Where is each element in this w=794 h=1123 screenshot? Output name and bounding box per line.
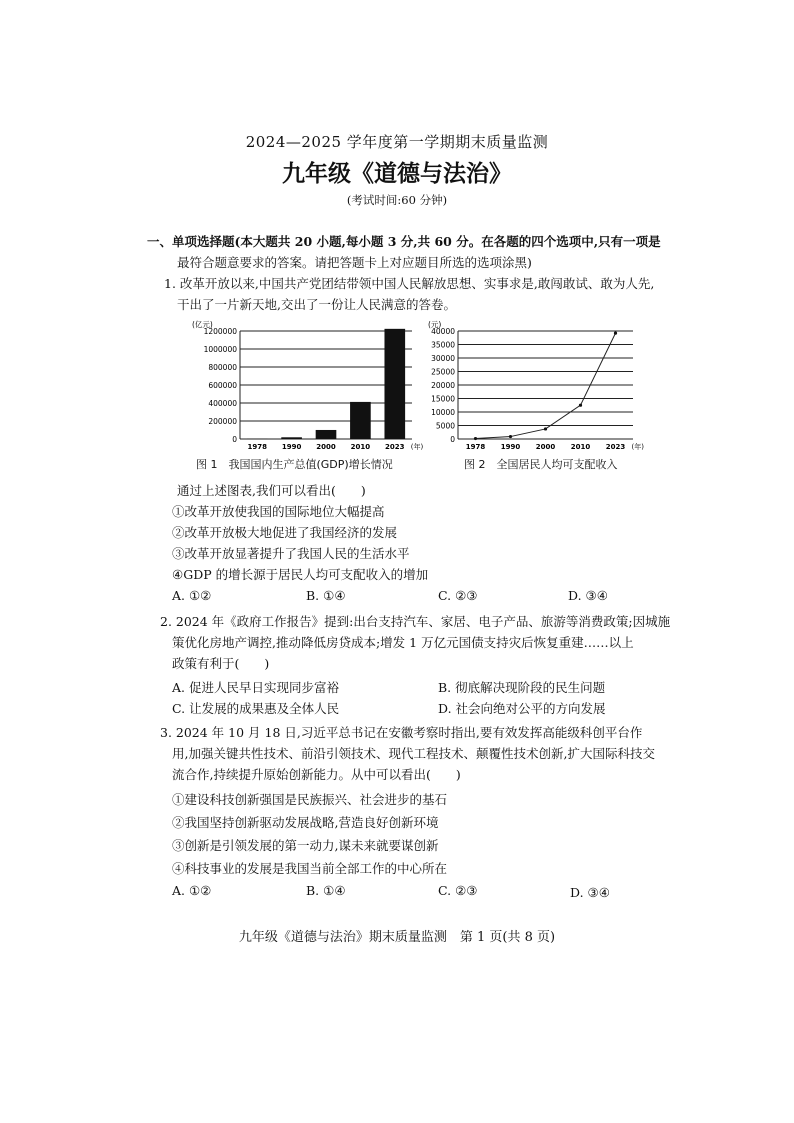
y-tick-label: 1000000 <box>203 345 237 354</box>
data-point <box>509 435 512 438</box>
q2-stem-line3: 政策有利于( ) <box>172 656 270 671</box>
q3-option-c[interactable]: C. ②③ <box>438 883 478 898</box>
series-line <box>476 333 616 438</box>
q1-option-d[interactable]: D. ③④ <box>568 588 608 603</box>
q2-option-b[interactable]: B. 彻底解决现阶段的民生问题 <box>438 680 606 695</box>
q3-stem-line3: 流合作,持续提升原始创新能力。从中可以看出( ) <box>172 767 461 782</box>
x-tick-label: 1978 <box>247 443 267 451</box>
x-tick-label: 2010 <box>350 443 371 451</box>
y-tick-label: 1200000 <box>203 327 237 336</box>
x-tick-label: 2023 <box>385 443 405 451</box>
q3-option-d[interactable]: D. ③④ <box>570 885 610 900</box>
q3-item-1: ①建设科技创新强国是民族振兴、社会进步的基石 <box>172 792 448 807</box>
q3-option-b[interactable]: B. ①④ <box>306 883 346 898</box>
x-tick-label: 1990 <box>281 443 302 451</box>
y-tick-label: 800000 <box>208 363 237 372</box>
q1-item-1: ①改革开放使我国的国际地位大幅提高 <box>172 504 385 519</box>
data-point <box>474 437 477 440</box>
q2-option-d[interactable]: D. 社会向绝对公平的方向发展 <box>438 701 606 716</box>
bar <box>384 329 405 439</box>
y-tick-label: 400000 <box>208 399 237 408</box>
y-axis-unit-label: (亿元) <box>192 320 213 329</box>
y-tick-label: 15000 <box>431 394 455 404</box>
q2-stem-line2: 策优化房地产调控,推动降低房贷成本;增发 1 万亿元国债支持灾后恢复重建……以上 <box>172 635 634 650</box>
q1-stem-line1: 1. 改革开放以来,中国共产党团结带领中国人民解放思想、实事求是,敢闯敢试、敢为人先, <box>164 276 655 291</box>
x-tick-label: 2000 <box>535 443 556 451</box>
y-tick-label: 35000 <box>431 340 455 350</box>
bar <box>316 430 337 439</box>
q3-stem-line2: 用,加强关键共性技术、前沿引领技术、现代工程技术、颠覆性技术创新,扩大国际科技交 <box>172 746 655 761</box>
exam-title-line1: 2024—2025 学年度第一学期期末质量监测 <box>245 133 549 151</box>
y-tick-label: 25000 <box>431 367 455 377</box>
q2-option-a[interactable]: A. 促进人民早日实现同步富裕 <box>172 680 339 695</box>
y-axis-unit-label: (元) <box>428 320 442 329</box>
q3-item-4: ④科技事业的发展是我国当前全部工作的中心所在 <box>172 861 448 876</box>
y-tick-label: 0 <box>450 435 455 444</box>
q1-item-2: ②改革开放极大地促进了我国经济的发展 <box>172 525 398 540</box>
q3-item-3: ③创新是引领发展的第一动力,谋未来就要谋创新 <box>172 838 439 853</box>
exam-time: (考试时间:60 分钟) <box>346 193 448 207</box>
y-tick-label: 10000 <box>431 408 455 417</box>
q1-option-b[interactable]: B. ①④ <box>306 588 346 603</box>
chart1-caption: 图 1 我国国内生产总值(GDP)增长情况 <box>196 458 393 471</box>
q3-item-2: ②我国坚持创新驱动发展战略,营造良好创新环境 <box>172 815 439 830</box>
q3-option-a[interactable]: A. ①② <box>172 883 212 898</box>
income-line-chart <box>420 315 644 455</box>
q1-option-a[interactable]: A. ①② <box>172 588 212 603</box>
x-tick-label: 1978 <box>465 443 486 451</box>
section1-instructions: 最符合题意要求的答案。请把答题卡上对应题目所选的选项涂黑) <box>177 255 532 270</box>
q1-option-c[interactable]: C. ②③ <box>438 588 478 603</box>
x-axis-unit-label: (年) <box>410 443 424 451</box>
x-tick-label: 1990 <box>500 443 521 451</box>
y-tick-label: 5000 <box>435 421 455 431</box>
section1-heading: 一、单项选择题(本大题共 20 小题,每小题 3 分,共 60 分。在各题的四个选项中,只有一项是 <box>147 234 661 249</box>
q2-stem-line1: 2. 2024 年《政府工作报告》提到:出台支持汽车、家居、电子产品、旅游等消费政策;因城施 <box>160 614 671 629</box>
q1-stem-line2: 干出了一片新天地,交出了一份让人民满意的答卷。 <box>177 297 456 312</box>
y-tick-label: 200000 <box>208 417 237 426</box>
bar <box>350 402 371 439</box>
chart2-caption: 图 2 全国居民人均可支配收入 <box>464 458 618 471</box>
q2-option-c[interactable]: C. 让发展的成果惠及全体人民 <box>172 701 340 716</box>
x-tick-label: 2010 <box>570 443 591 451</box>
page-footer: 九年级《道德与法治》期末质量监测 第 1 页(共 8 页) <box>238 930 556 945</box>
y-tick-label: 30000 <box>431 354 455 363</box>
q1-lead: 通过上述图表,我们可以看出( ) <box>177 483 366 498</box>
q1-item-4: ④GDP 的增长源于居民人均可支配收入的增加 <box>172 567 429 582</box>
data-point <box>544 427 547 430</box>
data-point <box>579 404 582 407</box>
y-tick-label: 600000 <box>208 381 237 390</box>
q3-stem-line1: 3. 2024 年 10 月 18 日,习近平总书记在安徽考察时指出,要有效发挥高能级科创平台作 <box>160 725 643 740</box>
x-tick-label: 2023 <box>605 443 626 451</box>
data-point <box>614 332 617 335</box>
y-tick-label: 0 <box>232 435 237 444</box>
y-tick-label: 40000 <box>431 327 455 336</box>
x-tick-label: 2000 <box>316 443 336 451</box>
q1-item-3: ③改革开放显著提升了我国人民的生活水平 <box>172 546 410 561</box>
bar <box>281 437 302 439</box>
y-tick-label: 20000 <box>431 381 455 390</box>
exam-title-subject: 九年级《道德与法治》 <box>282 160 512 187</box>
x-axis-unit-label: (年) <box>631 443 644 451</box>
gdp-bar-chart <box>190 315 430 455</box>
